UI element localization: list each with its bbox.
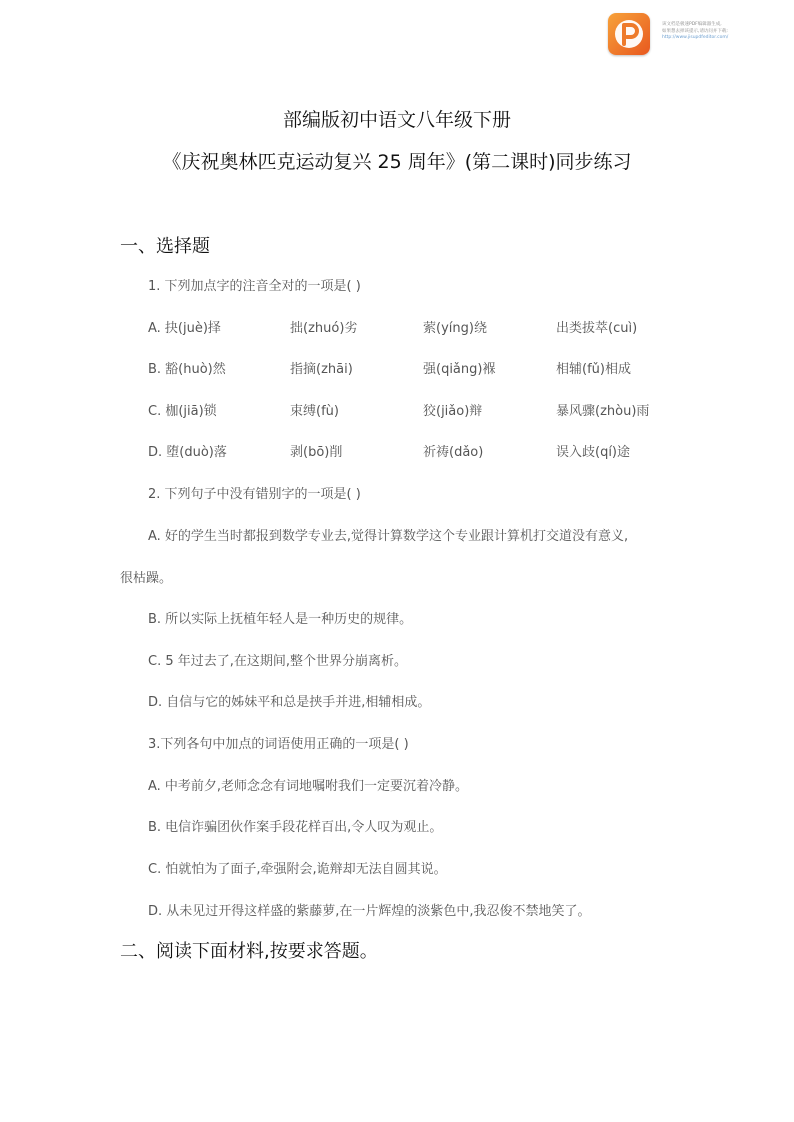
question-1-option-c <box>148 400 708 418</box>
question-3-option-c: C. 怕就怕为了面子,牵强附会,诡辩却无法自圆其说。 <box>148 862 447 877</box>
section-heading-reading: 二、阅读下面材料,按要求答题。 <box>120 941 378 962</box>
question-2-option-b: B. 所以实际上抚植年轻人是一种历史的规律。 <box>148 612 413 627</box>
watermark <box>608 13 788 57</box>
option-item: 相辅(fǔ)相成 <box>556 362 631 377</box>
option-item: 指摘(zhāi) <box>290 362 353 377</box>
watermark-line: 如果想去掉该提示,请访问并下载: <box>662 28 728 34</box>
option-item: D. 堕(duò)落 <box>148 445 227 460</box>
option-item: 束缚(fù) <box>290 404 339 419</box>
option-item: 出类拔萃(cuì) <box>556 321 638 336</box>
option-item: A. 抉(juè)择 <box>148 321 221 336</box>
question-3-option-a: A. 中考前夕,老师念念有词地嘱咐我们一定要沉着冷静。 <box>148 779 469 794</box>
option-item: 萦(yíng)绕 <box>423 321 487 336</box>
option-item: C. 枷(jiā)锁 <box>148 404 217 419</box>
option-item: 强(qiǎng)褓 <box>423 362 496 377</box>
question-1-option-b <box>148 358 708 376</box>
question-3-stem: 3.下列各句中加点的词语使用正确的一项是( ) <box>148 737 409 752</box>
option-item: 暴风骤(zhòu)雨 <box>556 404 650 419</box>
question-2-option-d: D. 自信与它的姊妹平和总是挟手并进,相辅相成。 <box>148 695 431 710</box>
question-1-stem: 1. 下列加点字的注音全对的一项是( ) <box>148 279 361 294</box>
question-3-option-b: B. 电信诈骗团伙作案手段花样百出,令人叹为观止。 <box>148 820 443 835</box>
pdf-p-logo-icon <box>608 13 650 55</box>
question-2-option-a-continued: 很枯躁。 <box>120 571 173 586</box>
option-item: 狡(jiǎo)辩 <box>423 404 483 419</box>
option-item: 祈祷(dǎo) <box>423 445 484 460</box>
watermark-text <box>662 22 792 42</box>
section-heading-choice: 一、选择题 <box>120 236 210 257</box>
option-item: 剥(bō)削 <box>290 445 343 460</box>
option-item: 误入歧(qí)途 <box>556 445 631 460</box>
option-item: B. 豁(huò)然 <box>148 362 226 377</box>
question-2-stem: 2. 下列句子中没有错别字的一项是( ) <box>148 487 361 502</box>
question-2-option-c: C. 5 年过去了,在这期间,整个世界分崩离析。 <box>148 654 408 669</box>
question-1-option-a <box>148 317 708 335</box>
question-3-option-d: D. 从未见过开得这样盛的紫藤萝,在一片辉煌的淡紫色中,我忍俊不禁地笑了。 <box>148 904 591 919</box>
page-subtitle: 《庆祝奥林匹克运动复兴 25 周年》(第二课时)同步练习 <box>162 151 632 173</box>
question-2-option-a: A. 好的学生当时都报到数学专业去,觉得计算数学这个专业跟计算机打交道没有意义, <box>148 529 629 544</box>
watermark-line: 该文档是极速PDF编辑器生成, <box>662 22 722 27</box>
watermark-link[interactable]: http://www.jisupdfeditor.com/ <box>662 35 729 40</box>
option-item: 拙(zhuó)劣 <box>290 321 358 336</box>
page-title: 部编版初中语文八年级下册 <box>282 109 511 131</box>
question-1-option-d <box>148 441 708 459</box>
